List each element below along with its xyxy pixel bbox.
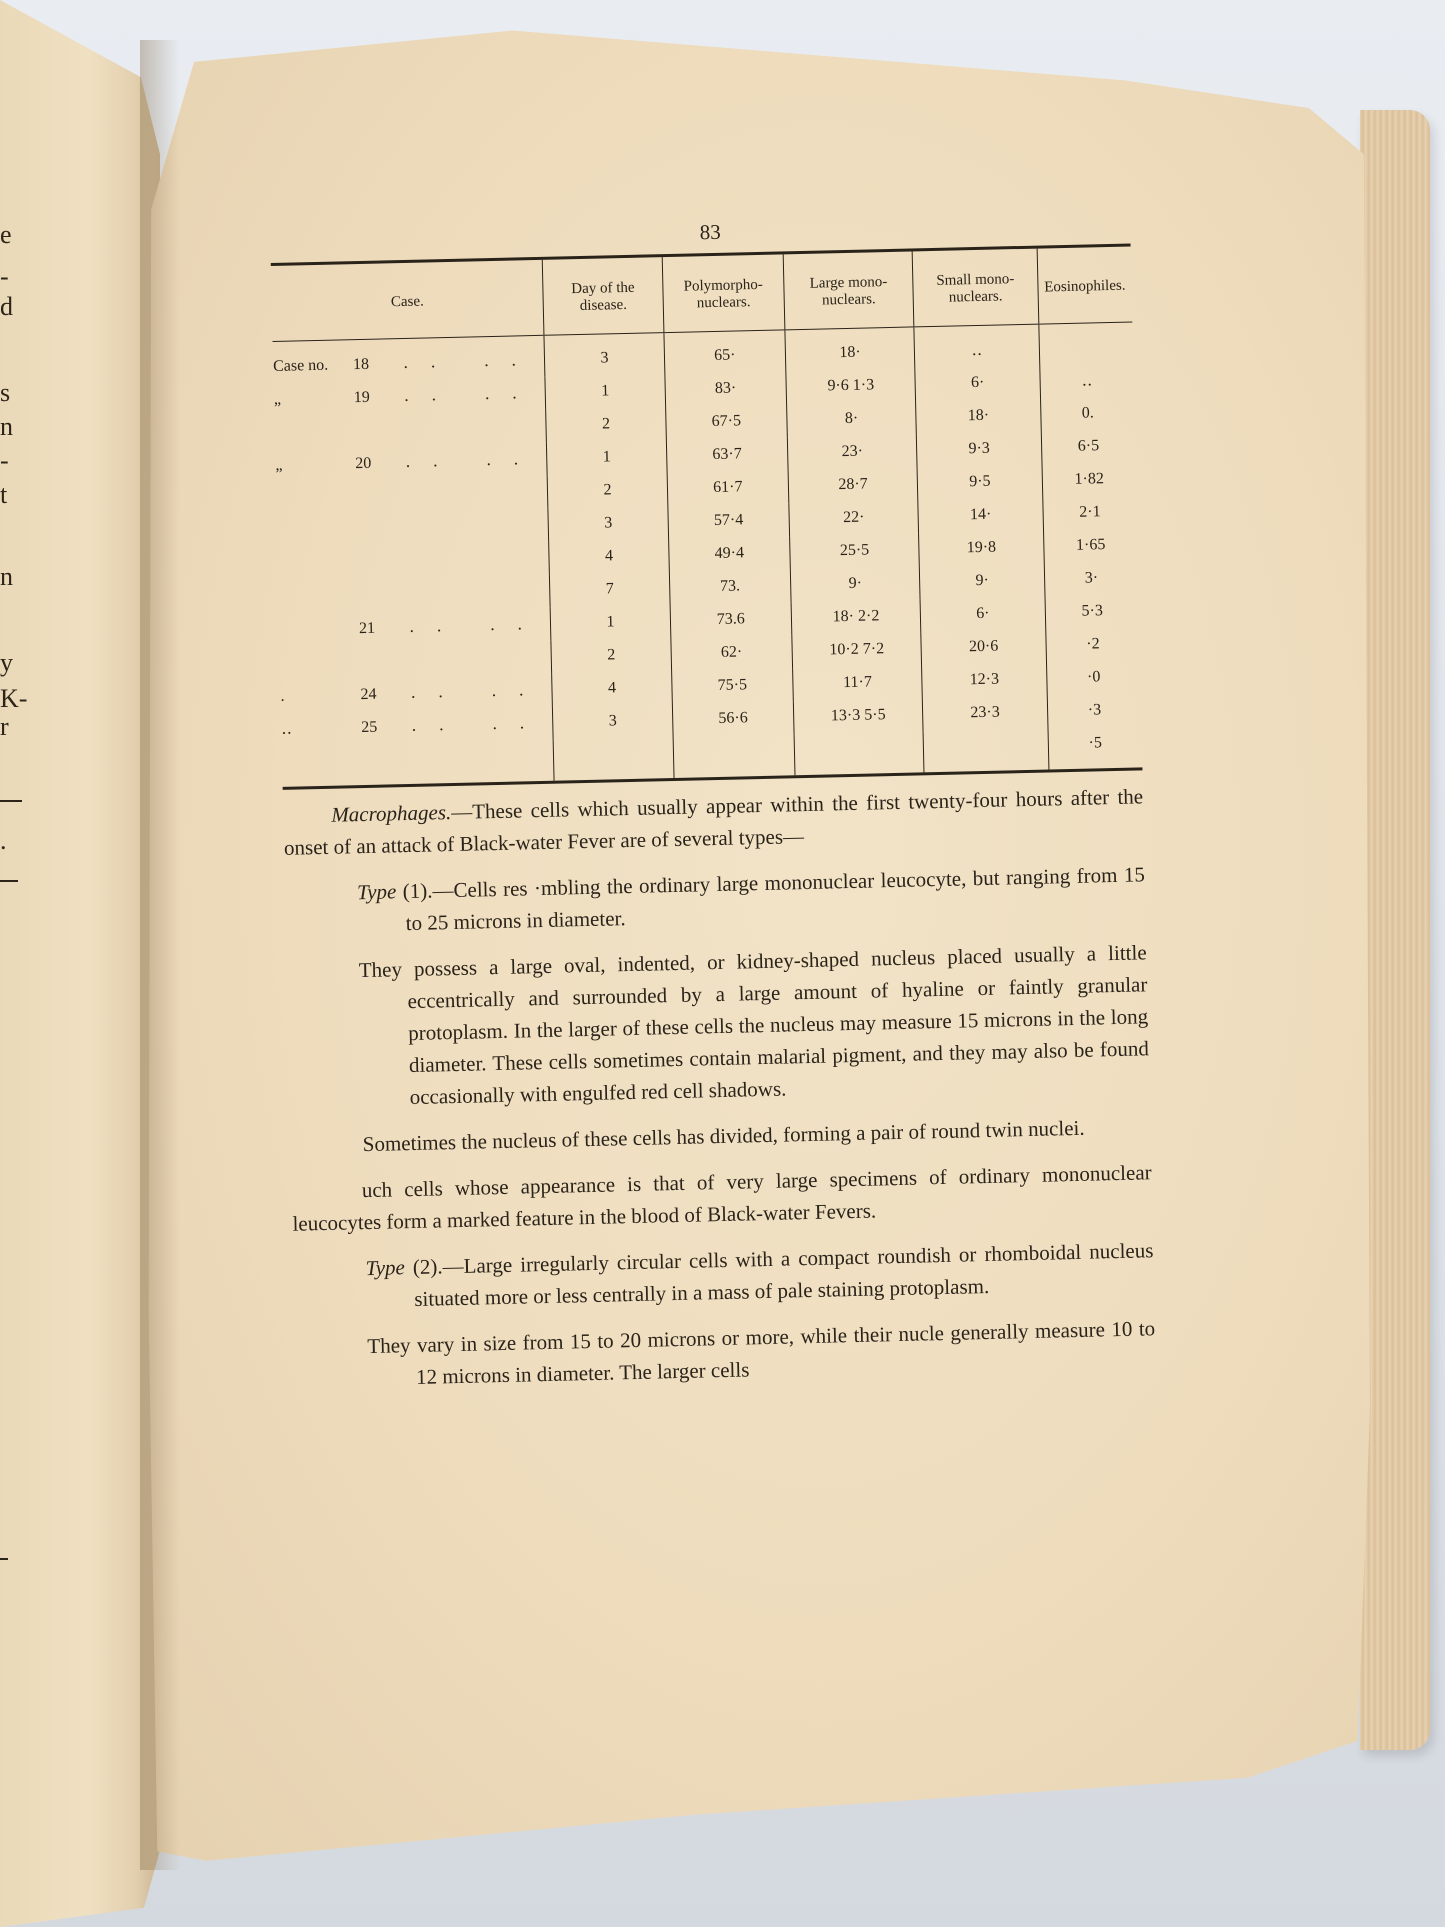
cell-eos: ·5 (1048, 726, 1143, 769)
cell-eos: 0. (1040, 396, 1134, 431)
cell-eos: 1·65 (1043, 528, 1137, 563)
case-dots: ․․ ․․ (410, 681, 547, 702)
cell-eos: 6·5 (1041, 429, 1135, 464)
cell-large: 10·2 7·2 (792, 632, 922, 668)
type-2-label: Type (365, 1254, 406, 1280)
cell-large: 8· (787, 401, 917, 437)
left-fragment: . (0, 826, 7, 855)
cell-small: 9·3 (917, 431, 1042, 467)
case-prefix (280, 665, 360, 667)
left-rule (0, 880, 18, 882)
paragraph-macrophages (283, 780, 1144, 863)
macrophages-body: —These cells which usually appear within the first twenty-four hours after the onset of an attack of Black-water Fever are of several types— (283, 783, 1144, 860)
paragraph-sometimes: Sometimes the nucleus of these cells has divided, forming a pair of round twin nuclei. (362, 1115, 1085, 1156)
left-rule (0, 800, 22, 802)
cell-small: 9· (920, 563, 1045, 599)
cell-day: 3 (544, 332, 664, 376)
case-num (357, 532, 407, 533)
cell-small: 9·5 (917, 464, 1042, 500)
left-fragment: e (0, 220, 12, 249)
left-fragment: - (0, 262, 9, 291)
cell-eos: 5·3 (1045, 594, 1139, 629)
header-eosinophiles: Eosinophiles. (1037, 246, 1132, 323)
case-prefix (277, 533, 357, 535)
left-fragment: n (0, 412, 13, 441)
header-polymorphonuclears: Polymorpho-nuclears. (662, 254, 785, 332)
case-num: 25 (361, 718, 378, 737)
case-num: 18 (352, 355, 370, 374)
case-num: 20 (355, 454, 372, 473)
case-dots: ․․ ․․ (408, 615, 545, 636)
page-content (270, 210, 1156, 1395)
cell-small: 14· (918, 497, 1043, 533)
cell-large: 28·7 (788, 467, 918, 503)
type-1-label: Type (356, 878, 397, 904)
case-num (358, 598, 408, 599)
cell-day: 7 (550, 572, 670, 608)
cell-empty (554, 736, 674, 780)
cell-poly: 73. (669, 569, 791, 605)
cell-day: 4 (552, 671, 672, 707)
cell-poly: 56·6 (672, 701, 794, 737)
cell-large: 25·5 (790, 533, 920, 569)
cell-large: 18· 2·2 (791, 599, 921, 635)
cell-eos: ·2 (1046, 627, 1140, 662)
case-prefix: Case no. (272, 356, 329, 375)
cell-poly: 61·7 (667, 470, 789, 506)
paragraph-such-cells: uch cells whose appearance is that of very large specimens of ordinary mononuclear leucocytes form a marked feature in the blood of Black-water Fevers. (292, 1159, 1152, 1236)
case-dots: ․․ ․․ (405, 450, 541, 471)
cell-empty (282, 739, 555, 786)
header-large-mononuclears: Large mono-nuclears. (783, 251, 914, 329)
blood-cell-table (271, 246, 1143, 786)
paragraph-they-possess: They possess a large oval, indented, or kidney-shaped nucleus placed usually a little eccentrically and surrounded by a large amount of hyaline or faintly granular protoplasm. In the larger of these cells the nucleus may measure 15 microns in the long diameter. These cells sometimes contain malarial pigment, and they may also be found occasionally with engulfed red cell shadows. (358, 939, 1150, 1109)
cell-poly: 83· (665, 371, 787, 407)
cell-empty (673, 734, 795, 778)
gutter-shadow (140, 40, 180, 1870)
left-fragment: r (0, 712, 9, 741)
cell-large: 9·6 1·3 (786, 368, 916, 404)
cell-day: 1 (551, 605, 671, 641)
cell-case (273, 335, 546, 383)
case-dots: ․․ ․․ (402, 351, 539, 373)
cell-poly: 67·5 (665, 404, 787, 440)
cell-poly: 62· (671, 635, 793, 671)
case-prefix (276, 500, 356, 502)
type-2-body: (2).—Large irregularly circular cells with a compact roundish or rhomboidal nucleus situated more or less centrally in a mass of pale staining protoplasm. (404, 1237, 1154, 1311)
cell-large: 13·3 5·5 (793, 698, 923, 734)
case-prefix (279, 633, 359, 635)
cell-small: 18· (916, 398, 1041, 434)
macrophages-heading: Macrophages. (330, 799, 452, 827)
cell-large: 23· (787, 434, 917, 470)
case-prefix: . (280, 687, 285, 705)
left-fragment: K- (0, 684, 28, 713)
case-num (358, 565, 408, 566)
cell-poly: 63·7 (666, 437, 788, 473)
case-num (355, 433, 405, 434)
case-dots: ․․ ․․ (403, 384, 540, 406)
case-prefix: ‥ (281, 720, 293, 738)
paragraph-they-vary: They vary in size from 15 to 20 microns or more, while their nucle generally measure 10 to 12 microns in diameter. The larger cells (367, 1315, 1156, 1389)
case-prefix (275, 434, 355, 436)
left-fragment: n (0, 562, 13, 591)
case-prefix (278, 566, 358, 568)
header-day: Day of the disease. (543, 257, 664, 335)
cell-day: 2 (548, 473, 668, 509)
table-body (273, 321, 1143, 786)
case-prefix (278, 599, 358, 601)
case-num: 24 (360, 685, 377, 704)
cell-eos (1039, 321, 1134, 365)
cell-eos: 3· (1044, 561, 1138, 596)
cell-small: 19·8 (919, 530, 1044, 566)
cell-day: 1 (547, 440, 667, 476)
cell-eos: 2·1 (1043, 495, 1137, 530)
cell-poly: 57·4 (668, 503, 790, 539)
case-num: 19 (353, 388, 371, 407)
case-prefix: „ (275, 456, 283, 474)
cell-day: 2 (546, 407, 666, 443)
cell-poly: 65· (664, 329, 786, 373)
cell-large: 11·7 (793, 665, 923, 701)
book-page-edges (1360, 110, 1430, 1750)
cell-day: 1 (545, 374, 665, 410)
cell-small: 23·3 (923, 695, 1048, 731)
cell-day: 3 (553, 703, 673, 739)
header-case: Case. (271, 260, 545, 341)
paragraph-type-2 (293, 1234, 1154, 1317)
case-prefix: „ (273, 390, 282, 408)
cell-empty (923, 728, 1048, 772)
cell-small: 20·6 (921, 629, 1046, 665)
cell-eos: 1·82 (1042, 462, 1136, 497)
left-fragment: s (0, 378, 11, 407)
left-fragment: t (0, 480, 8, 509)
cell-small: 12·3 (922, 662, 1047, 698)
cell-eos: ‥ (1040, 363, 1134, 398)
paragraph-type-1 (285, 858, 1146, 941)
cell-day: 4 (549, 539, 669, 575)
case-dots: ․․ ․․ (411, 714, 547, 735)
cell-day: 2 (551, 638, 671, 674)
cell-large: 22· (789, 500, 919, 536)
cell-day: 3 (548, 506, 668, 542)
case-num: 21 (358, 619, 376, 638)
cell-eos: ·3 (1047, 693, 1141, 728)
cell-small: ‥ (914, 324, 1039, 368)
left-fragment: y (0, 648, 13, 677)
cell-eos: ·0 (1046, 660, 1140, 695)
case-num (356, 499, 406, 500)
left-page-text-fragments (0, 0, 30, 1927)
type-1-body: (1).—Cells res ·mbling the ordinary large mononuclear leucocyte, but ranging from 15 to 25 microns in diameter. (396, 861, 1146, 935)
cell-poly: 75·5 (671, 668, 793, 704)
page-number: 83 (699, 219, 721, 245)
cell-large: 18· (785, 326, 915, 370)
left-rule (0, 1558, 8, 1560)
case-num (360, 664, 410, 665)
cell-small: 6· (915, 365, 1040, 401)
cell-empty (794, 731, 924, 775)
header-small-mononuclears: Small mono-nuclears. (912, 249, 1038, 327)
left-fragment: - (0, 446, 9, 475)
cell-small: 6· (920, 596, 1045, 632)
cell-large: 9· (790, 566, 920, 602)
cell-poly: 73.6 (670, 602, 792, 638)
left-fragment: d (0, 292, 13, 321)
cell-poly: 49·4 (668, 536, 790, 572)
